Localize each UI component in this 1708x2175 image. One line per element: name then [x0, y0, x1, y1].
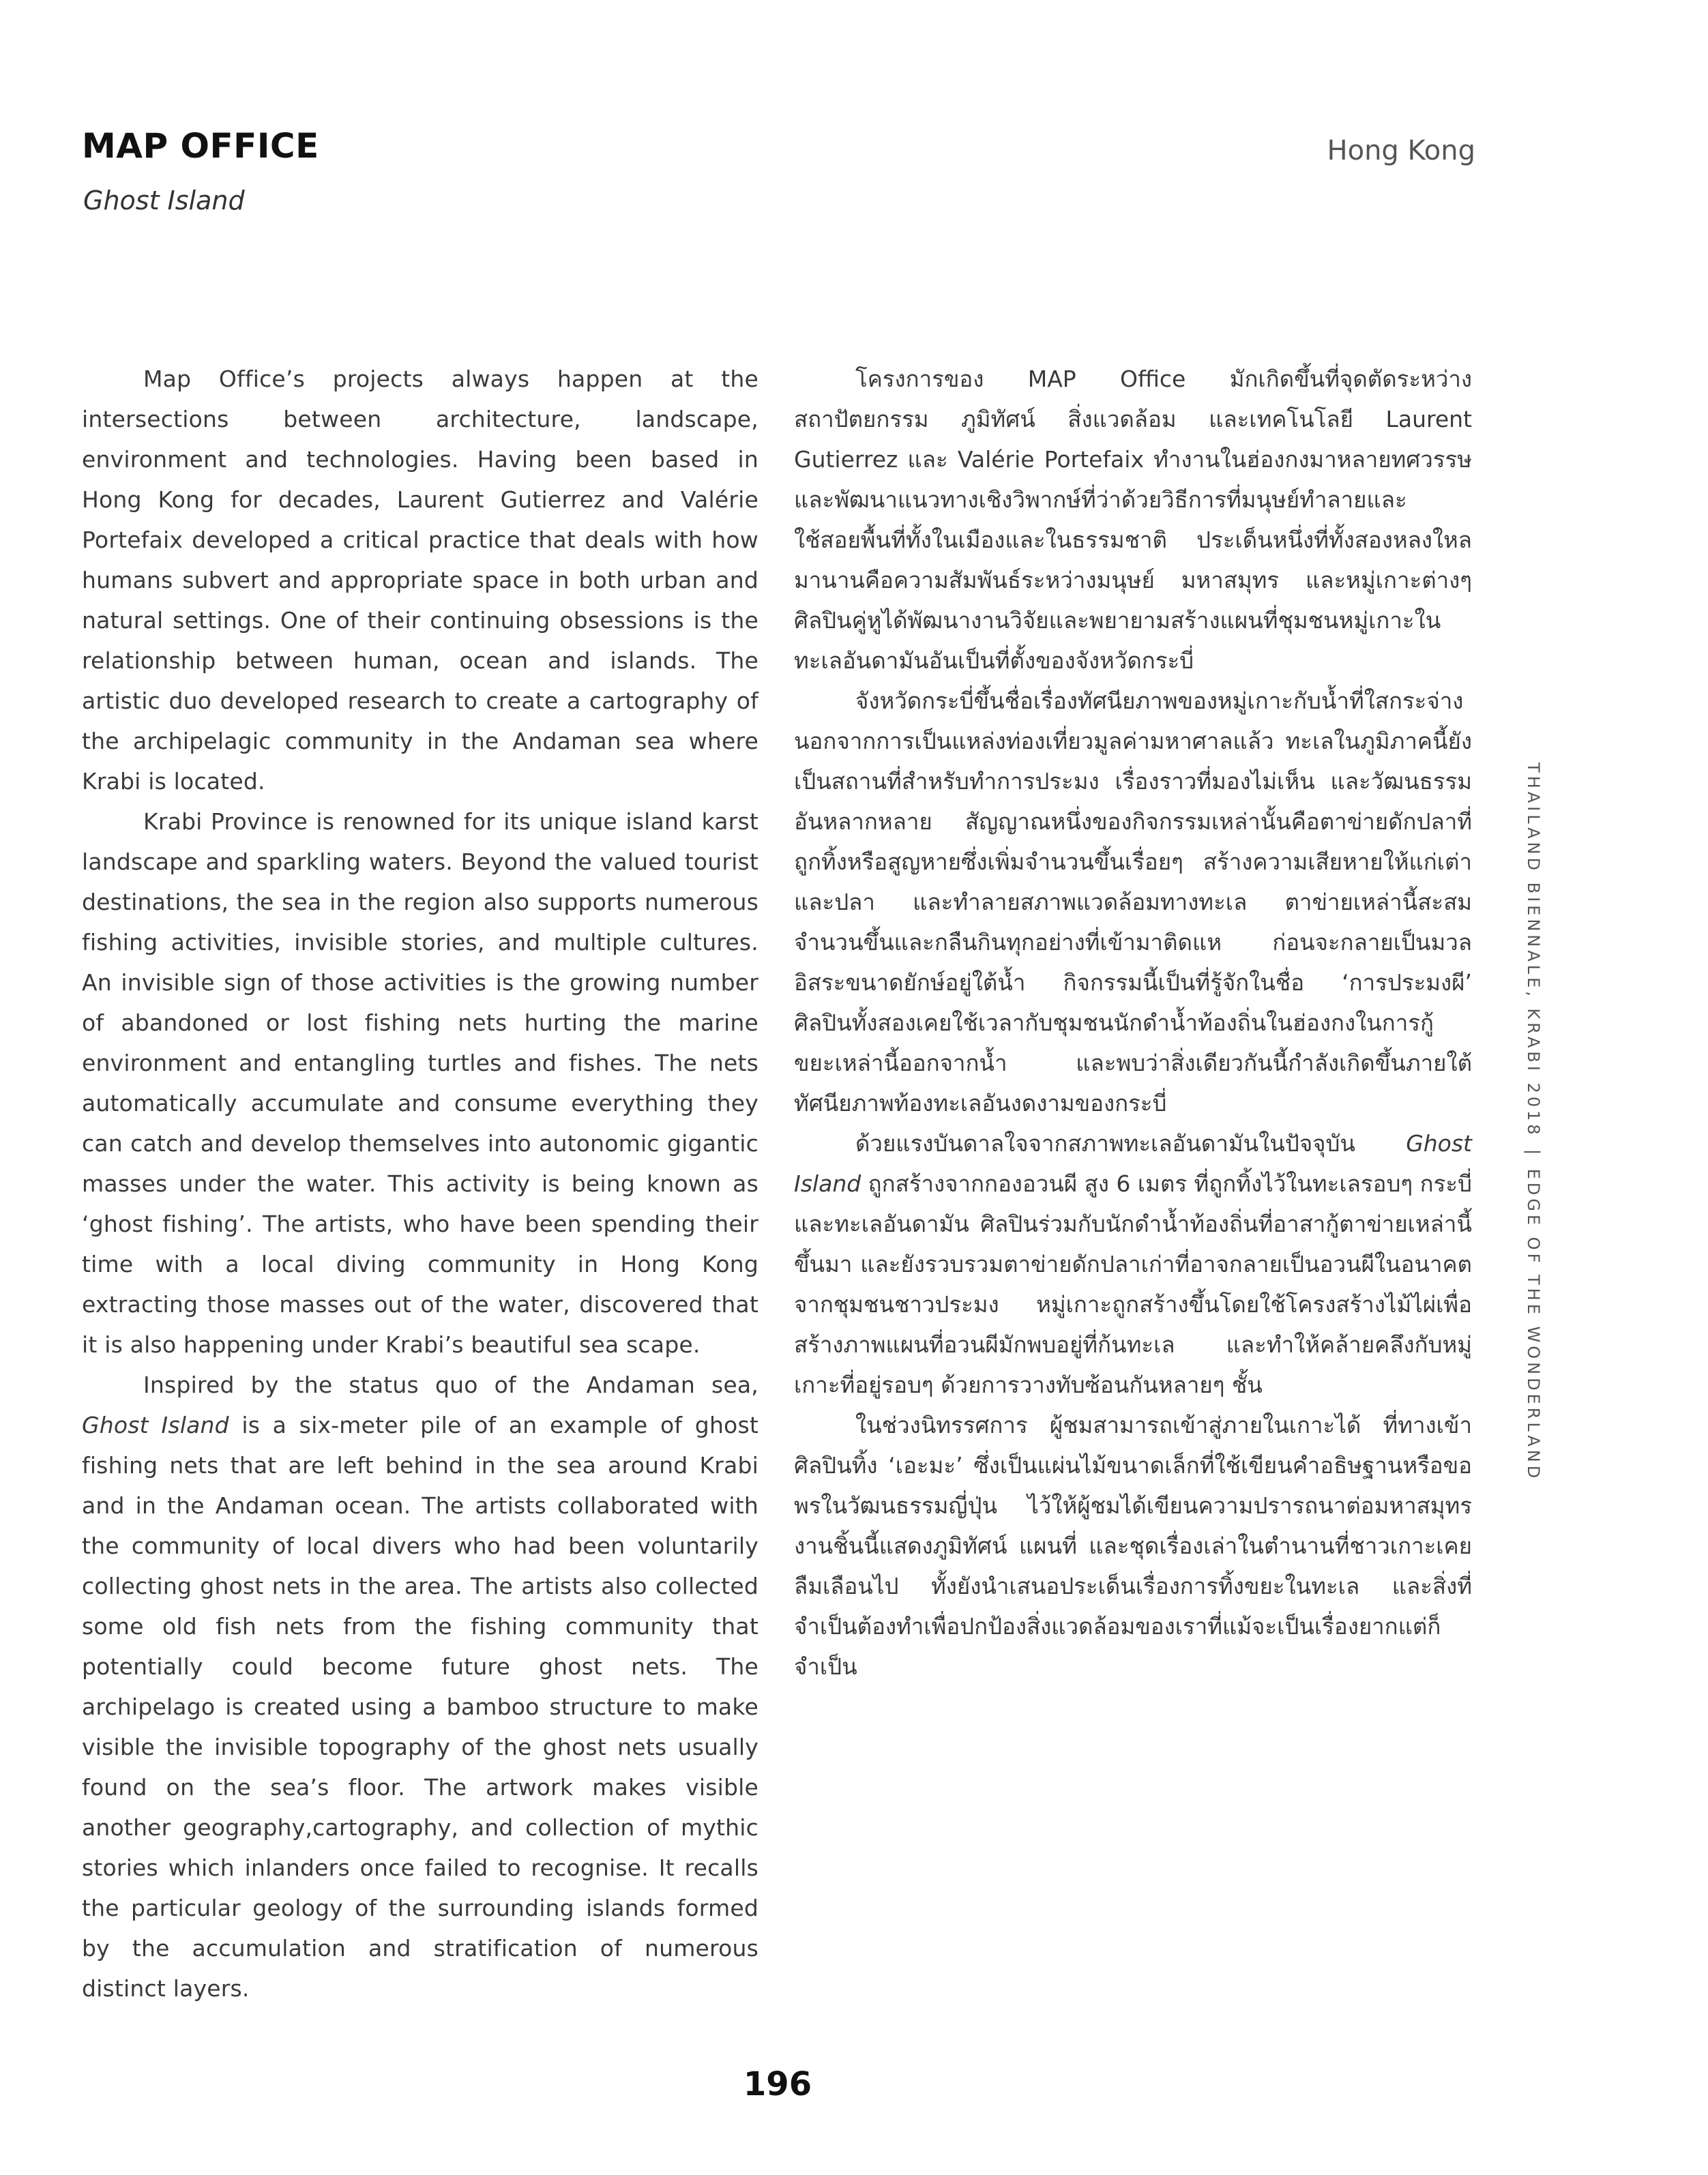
thai-column [794, 359, 1472, 1687]
thai-paragraph-3 [794, 1123, 1472, 1405]
running-head-biennale: THAILAND BIENNALE, KRABI 2018 [1524, 763, 1543, 1138]
thai-p3-lead: ด้วยแรงบันดาลใจจากสภาพทะเลอันดามันในปัจจุบัน [855, 1130, 1407, 1157]
thai-p3-work-title: Ghost Island [794, 1130, 1472, 1197]
page-number: 196 [743, 2065, 812, 2103]
artist-title: MAP OFFICE [82, 126, 319, 166]
english-column [82, 359, 759, 2009]
thai-paragraph-1: โครงการของ MAP Office มักเกิดขึ้นที่จุดตัดระหว่างสถาปัตยกรรม ภูมิทัศน์ สิ่งแวดล้อม และเทคโนโลยี Laurent Gutierrez และ Valérie Portefaix ทำงานในฮ่องกงมาหลายทศวรรษ และพัฒนาแนวทางเชิงวิพากษ์ที่ว่าด้วยวิธีการที่มนุษย์ทำลายและใช้สอยพื้นที่ทั้งในเมืองและในธรรมชาติ ประเด็นหนึ่งที่ทั้งสองหลงใหลมานานคือความสัมพันธ์ระหว่างมนุษย์ มหาสมุทร และหมู่เกาะต่างๆ ศิลปินคู่หูได้พัฒนางานวิจัยและพยายามสร้างแผนที่ชุมชนหมู่เกาะในทะเลอันดามันอันเป็นที่ตั้งของจังหวัดกระบี่ [794, 366, 1472, 674]
english-paragraph-1: Map Office’s projects always happen at the intersections between architecture, landscape, environment and technologies. Having been based in Hong Kong for decades, Laurent Gutierrez and Valérie Portefaix developed a critical practice that deals with how humans subvert and appropriate space in both urban and natural settings. One of their continuing obsessions is the relationship between human, ocean and islands. The artistic duo developed research to create a cartography of the archipelagic community in the Andaman sea where Krabi is located. [82, 366, 759, 795]
work-title: Ghost Island [83, 186, 245, 216]
english-paragraph-2: Krabi Province is renowned for its unique island karst landscape and sparkling waters. Beyond the valued tourist destinations, the sea in the region also supports numerous fishing activities, invisible stories, and multiple cultures. An invisible sign of those activities is the growing number of abandoned or lost fishing nets hurting the marine environment and entangling turtles and fishes. The nets automatically accumulate and consume everything they can catch and develop themselves into autonomic gigantic masses under the water. This activity is being known as ‘ghost fishing’. The artists, who have been spending their time with a local diving community in Hong Kong extracting those masses out of the water, discovered that it is also happening under Krabi’s beautiful sea scape. [82, 808, 759, 1358]
running-head [1513, 763, 1554, 1482]
running-head-title: EDGE OF THE WONDERLAND [1524, 1168, 1543, 1482]
english-paragraph-3 [82, 1365, 759, 2009]
english-p3-work-title: Ghost Island [82, 1412, 229, 1438]
english-p3-lead: Inspired by the status quo of the Andaman sea, [143, 1372, 759, 1398]
thai-paragraph-2: จังหวัดกระบี่ขึ้นชื่อเรื่องทัศนียภาพของหมู่เกาะกับน้ำที่ใสกระจ่าง นอกจากการเป็นแหล่งท่องเที่ยวมูลค่ามหาศาลแล้ว ทะเลในภูมิภาคนี้ยังเป็นสถานที่สำหรับทำการประมง เรื่องราวที่มองไม่เห็น และวัฒนธรรมอันหลากหลาย สัญญาณหนึ่งของกิจกรรมเหล่านั้นคือตาข่ายดักปลาที่ถูกทิ้งหรือสูญหายซึ่งเพิ่มจำนวนขึ้นเรื่อยๆ สร้างความเสียหายให้แก่เต่าและปลา และทำลายสภาพแวดล้อมทางทะเล ตาข่ายเหล่านี้สะสมจำนวนขึ้นและกลืนกินทุกอย่างที่เข้ามาติดแห ก่อนจะกลายเป็นมวลอิสระขนาดยักษ์อยู่ใต้น้ำ กิจกรรมนี้เป็นที่รู้จักในชื่อ ‘การประมงผี’ ศิลปินทั้งสองเคยใช้เวลากับชุมชนนักดำน้ำท้องถิ่นในฮ่องกงในการกู้ขยะเหล่านี้ออกจากน้ำ และพบว่าสิ่งเดียวกันนี้กำลังเกิดขึ้นภายใต้ทัศนียภาพท้องทะเลอันงดงามของกระบี่ [794, 687, 1472, 1116]
english-p3-rest: is a six-meter pile of an example of ghost fishing nets that are left behind in the sea around Krabi and in the Andaman ocean. The artists collaborated with the community of local divers who had been voluntarily collecting ghost nets in the area. The artists also collected some old fish nets from the fishing community that potentially could become future ghost nets. The archipelago is created using a bamboo structure to make visible the invisible topography of the ghost nets usually found on the sea’s floor. The artwork makes visible another geography,cartography, and collection of mythic stories which inlanders once failed to recognise. It recalls the particular geology of the surrounding islands formed by the accumulation and stratification of numerous distinct layers. [82, 1412, 759, 2002]
thai-paragraph-4: ในช่วงนิทรรศการ ผู้ชมสามารถเข้าสู่ภายในเกาะได้ ที่ทางเข้าศิลปินทิ้ง ‘เอะมะ’ ซึ่งเป็นแผ่นไม้ขนาดเล็กที่ใช้เขียนคำอธิษฐานหรือขอพรในวัฒนธรรมญี่ปุ่น ไว้ให้ผู้ชมได้เขียนความปรารถนาต่อมหาสมุทร งานชิ้นนี้แสดงภูมิทัศน์ แผนที่ และชุดเรื่องเล่าในตำนานที่ชาวเกาะเคยลืมเลือนไป ทั้งยังนำเสนอประเด็นเรื่องการทิ้งขยะในทะเล และสิ่งที่จำเป็นต้องทำเพื่อปกป้องสิ่งแวดล้อมของเราที่แม้จะเป็นเรื่องยากแต่ก็จำเป็น [794, 1412, 1472, 1680]
running-head-separator: | [1524, 1149, 1543, 1158]
thai-p3-rest: ถูกสร้างจากกองอวนผี สูง 6 เมตร ที่ถูกทิ้งไว้ในทะเลรอบๆ กระบี่และทะเลอันดามัน ศิลปินร่วมกับนักดำน้ำท้องถิ่นที่อาสากู้ตาข่ายเหล่านี้ขึ้นมา และยังรวบรวมตาข่ายดักปลาเก่าที่อาจกลายเป็นอวนผีในอนาคตจากชุมชนชาวประมง หมู่เกาะถูกสร้างขึ้นโดยใช้โครงสร้างไม้ไผ่เพื่อสร้างภาพแผนที่อวนผีมักพบอยู่ที่ก้นทะเล และทำให้คล้ายคลึงกับหมู่เกาะที่อยู่รอบๆ ด้วยการวางทับซ้อนกันหลายๆ ชั้น [794, 1170, 1472, 1398]
artist-location: Hong Kong [1327, 135, 1475, 166]
